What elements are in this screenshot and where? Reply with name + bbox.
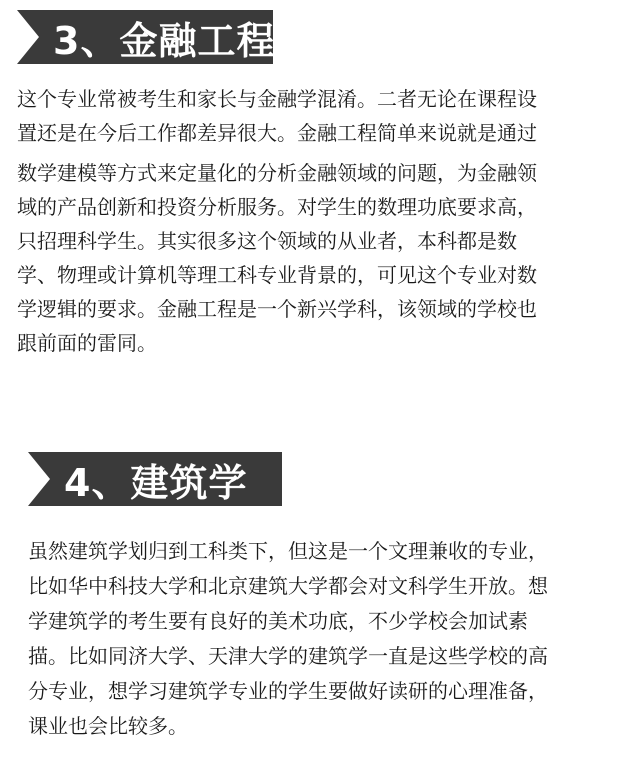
text-line: 域的产品创新和投资分析服务。对学生的数理功底要求高， xyxy=(17,195,537,219)
text-line: 课业也会比较多。 xyxy=(28,714,188,738)
paragraph-financial-engineering-detail xyxy=(17,156,607,360)
section-heading-text: 3、金融工程 xyxy=(53,18,276,63)
text-line: 虽然建筑学划归到工科类下，但这是一个文理兼收的专业， xyxy=(28,539,548,563)
text-line: 只招理科学生。其实很多这个领域的从业者，本科都是数 xyxy=(17,229,517,253)
text-line: 分专业，想学习建筑学专业的学生要做好读研的心理准备， xyxy=(28,679,548,703)
section-heading-text: 4、建筑学 xyxy=(64,460,248,505)
paragraph-architecture xyxy=(28,534,612,744)
text-line: 置还是在今后工作都差异很大。金融工程简单来说就是通过 xyxy=(17,121,537,145)
text-line: 描。比如同济大学、天津大学的建筑学一直是这些学校的高 xyxy=(28,644,548,668)
paragraph-financial-engineering-intro xyxy=(17,82,607,150)
text-line: 学、物理或计算机等理工科专业背景的，可见这个专业对数 xyxy=(17,263,537,287)
text-line: 学建筑学的考生要有良好的美术功底，不少学校会加试素 xyxy=(28,609,528,633)
section-heading-architecture xyxy=(28,452,282,506)
text-line: 学逻辑的要求。金融工程是一个新兴学科，该领域的学校也 xyxy=(17,297,537,321)
text-line: 跟前面的雷同。 xyxy=(17,331,157,355)
banner-notch-shape xyxy=(17,10,39,64)
section-heading-financial-engineering xyxy=(17,10,276,64)
text-line: 数学建模等方式来定量化的分析金融领域的问题，为金融领 xyxy=(17,161,537,185)
text-line: 这个专业常被考生和家长与金融学混淆。二者无论在课程设 xyxy=(17,87,537,111)
banner-notch-shape xyxy=(28,452,50,506)
text-line: 比如华中科技大学和北京建筑大学都会对文科学生开放。想 xyxy=(28,574,548,598)
